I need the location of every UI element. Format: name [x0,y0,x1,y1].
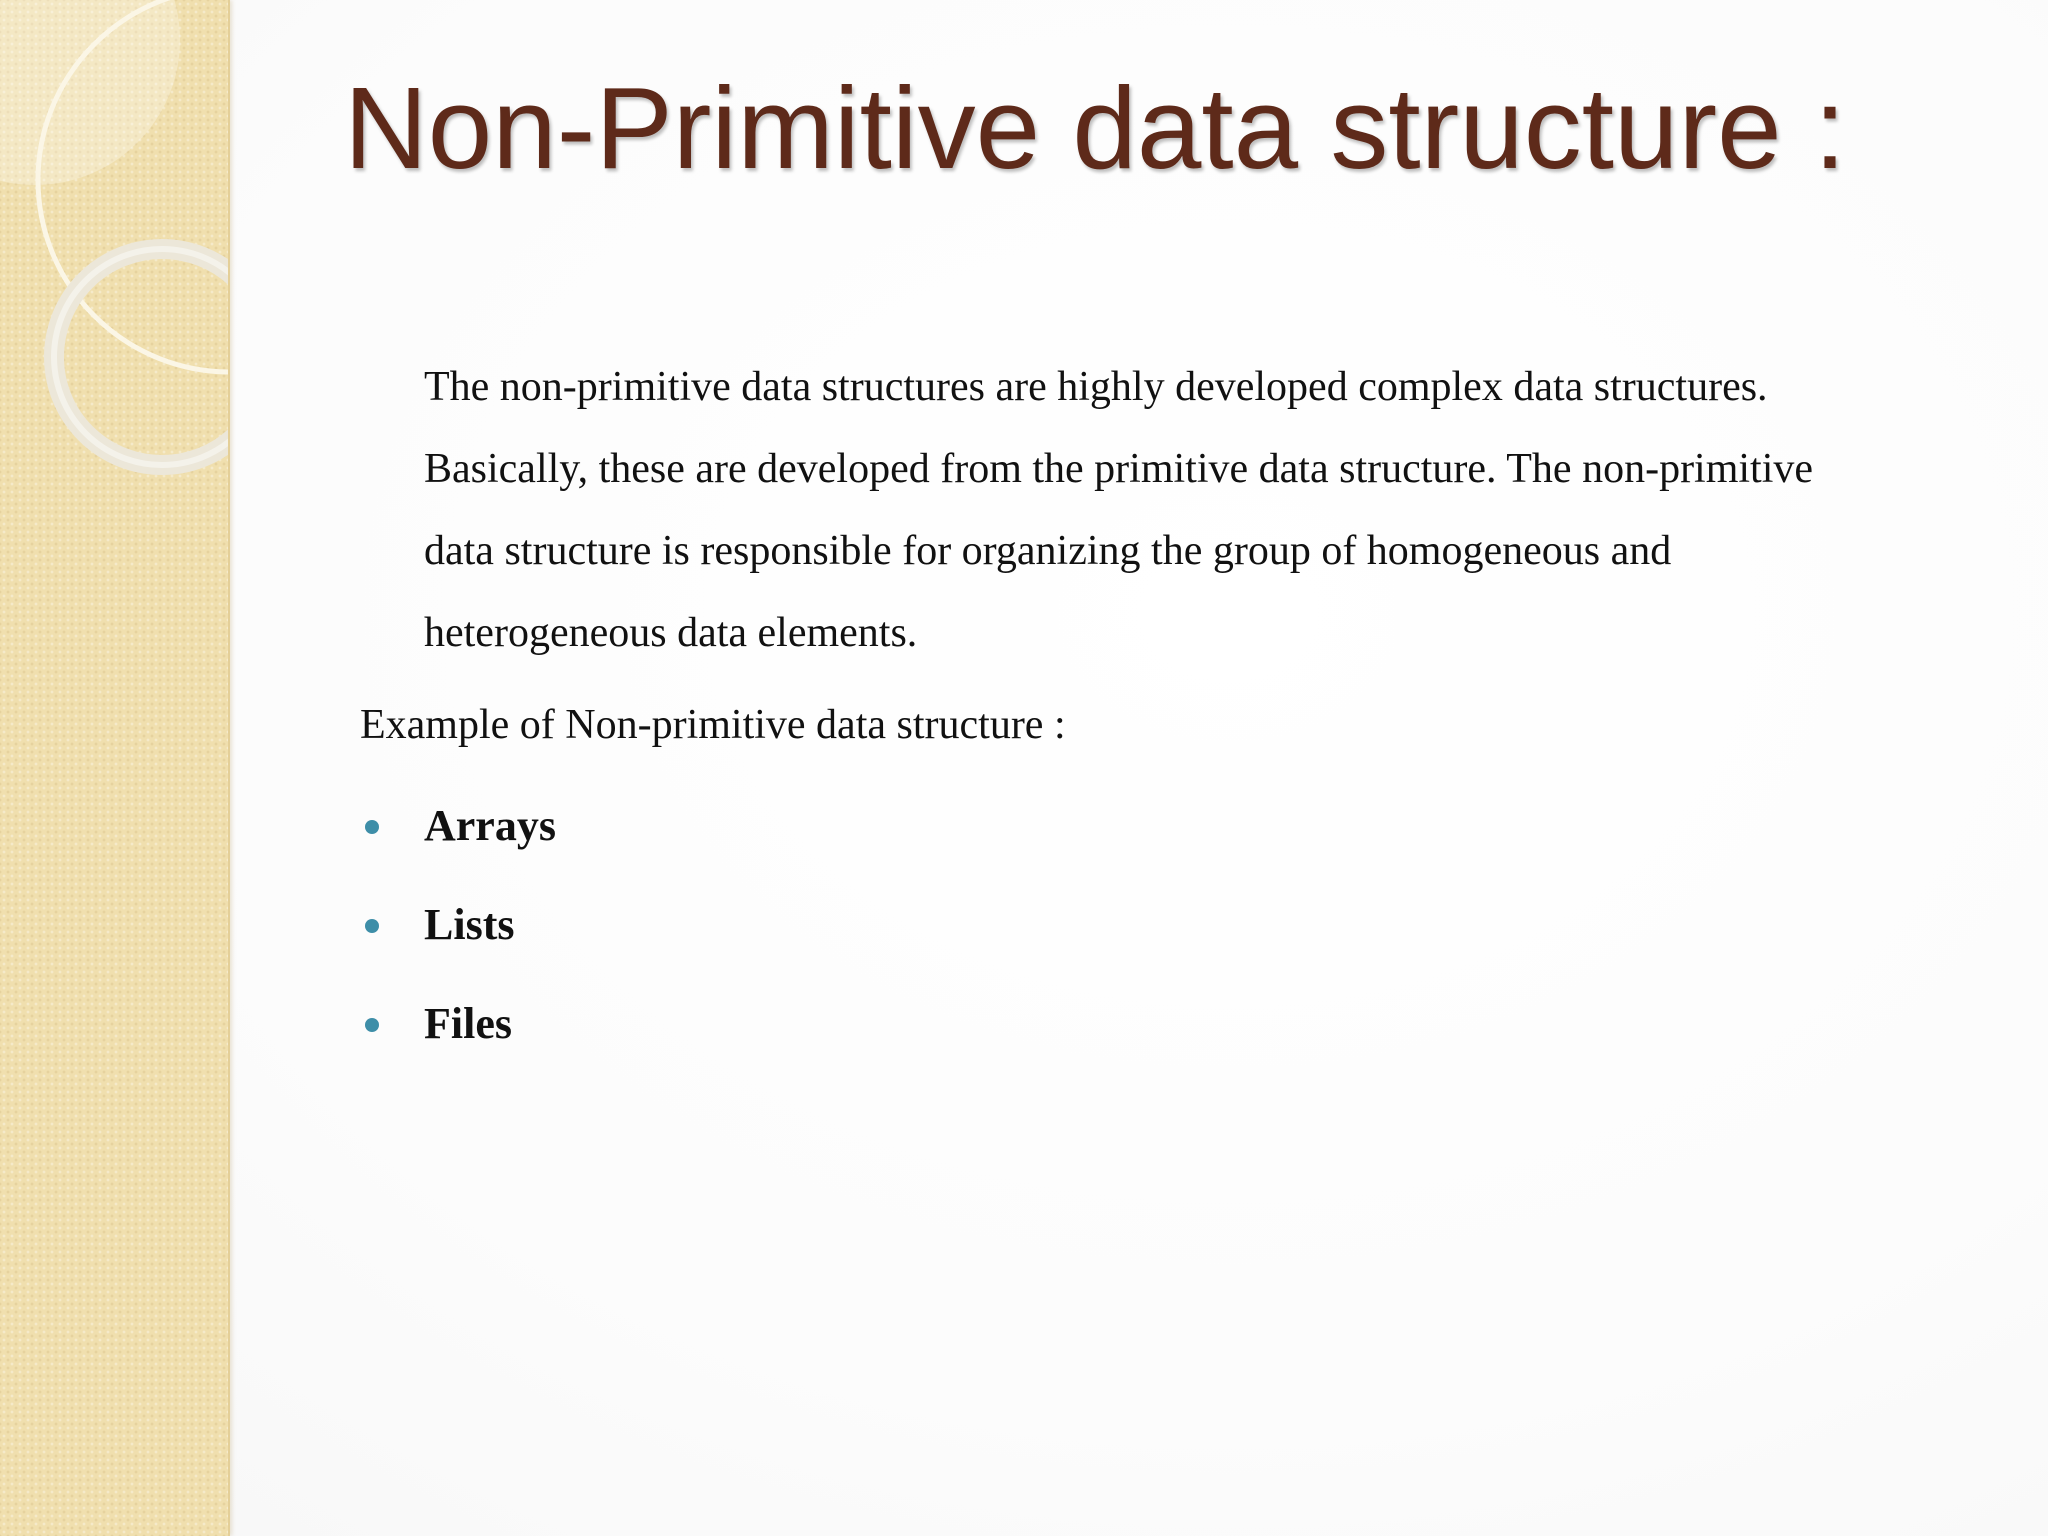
intro-line: data structure is responsible for organizing the group of homogeneous and [424,528,1672,574]
list-item-label: Lists [424,900,515,949]
bullet-dot-icon [365,1018,379,1032]
bullet-dot-icon [365,919,379,933]
intro-line: The non-primitive data structures are highly developed complex data structures. [424,364,1768,410]
example-heading: Example of Non-primitive data structure : [360,702,1066,748]
intro-line: Basically, these are developed from the primitive data structure. The non-primitive [424,446,1814,492]
list-item-label: Files [424,999,512,1048]
intro-paragraph [424,346,1984,674]
slide-title: Non-Primitive data structure : [344,63,1847,193]
intro-line: heterogeneous data elements. [424,610,918,656]
side-panel [0,0,230,1536]
bullet-dot-icon [365,820,379,834]
decorative-rings-icon [0,0,230,520]
list-item-label: Arrays [424,801,556,850]
